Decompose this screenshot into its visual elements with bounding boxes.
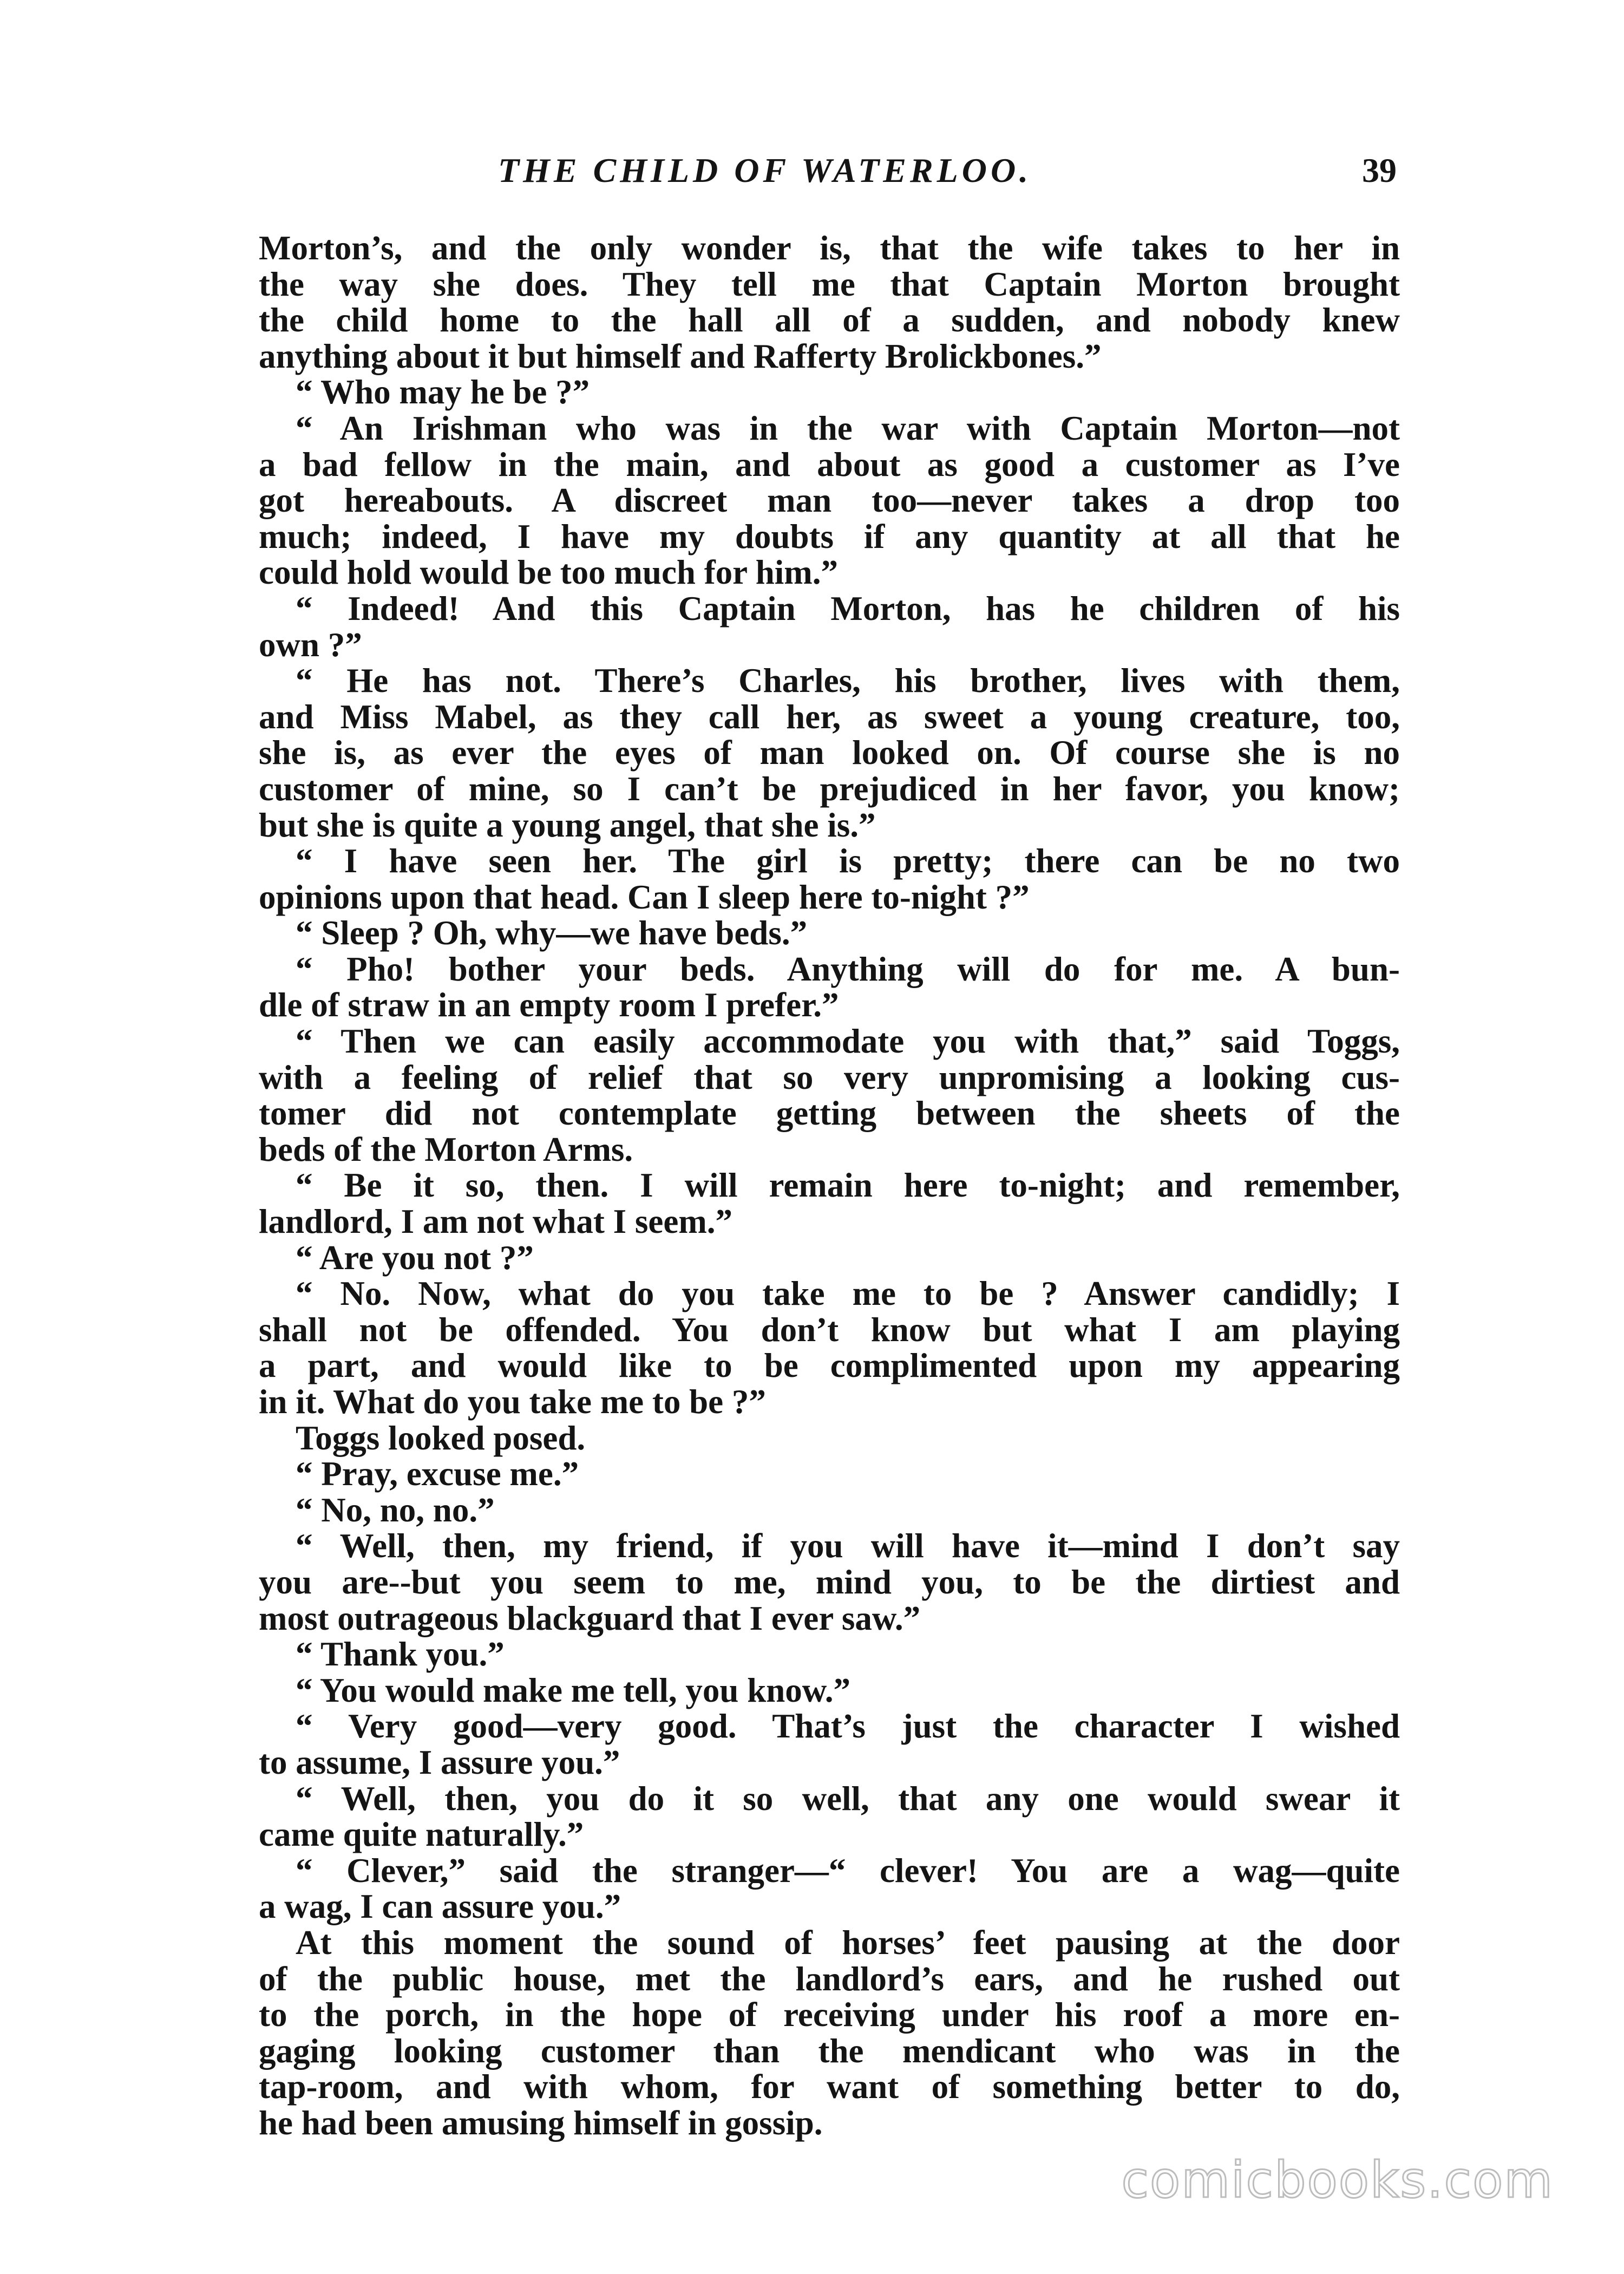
text-line: landlord, I am not what I seem.” (259, 1203, 733, 1241)
text-line: “ Very good—very good. That’s just the character I wished (296, 1707, 1400, 1746)
text-line: Morton’s, and the only wonder is, that the wife takes to her in (259, 229, 1400, 267)
text-line: a bad fellow in the main, and about as good a customer as I’ve (259, 445, 1400, 483)
text-line: “ Be it so, then. I will remain here to-night; and remember, (296, 1166, 1400, 1205)
watermark: comicbooks.com (1121, 2151, 1554, 2209)
text-line: anything about it but himself and Rafferty Brolickbones.” (259, 337, 1102, 375)
text-line: “ No. Now, what do you take me to be ? Answer candidly; I (296, 1275, 1400, 1313)
text-line: “ I have seen her. The girl is pretty; there can be no two (296, 842, 1400, 880)
text-line: “ Well, then, my friend, if you will have it—mind I don’t say (296, 1527, 1400, 1565)
text-line: of the public house, met the landlord’s ears, and he rushed out (259, 1959, 1400, 1998)
text-line: customer of mine, so I can’t be prejudiced in her favor, you know; (259, 769, 1400, 808)
text-line: she is, as ever the eyes of man looked on. Of course she is no (259, 734, 1400, 772)
text-line: got hereabouts. A discreet man too—never takes a drop too (259, 481, 1400, 520)
text-line: in it. What do you take me to be ?” (259, 1383, 766, 1421)
text-line: much; indeed, I have my doubts if any quantity at all that he (259, 517, 1400, 556)
text-line: dle of straw in an empty room I prefer.” (259, 986, 839, 1024)
text-line: the way she does. They tell me that Captain Morton brought (259, 265, 1400, 303)
text-line: “ Sleep ? Oh, why—we have beds.” (296, 914, 808, 952)
text-line: the child home to the hall all of a sudden, and nobody knew (259, 301, 1400, 339)
text-line: tap-room, and with whom, for want of something better to do, (259, 2068, 1400, 2106)
text-line: and Miss Mabel, as they call her, as sweet a young creature, too, (259, 697, 1400, 736)
text-line: “ You would make me tell, you know.” (296, 1671, 851, 1709)
text-line: shall not be offended. You don’t know but what I am playing (259, 1310, 1400, 1349)
text-line: tomer did not contemplate getting between the sheets of the (259, 1094, 1400, 1133)
text-line: “ Pray, excuse me.” (296, 1455, 579, 1493)
running-head (260, 151, 1397, 194)
page-number: 39 (1362, 151, 1397, 190)
text-line: to assume, I assure you.” (259, 1743, 620, 1781)
text-line: “ An Irishman who was in the war with Captain Morton—not (296, 409, 1400, 447)
text-line: could hold would be too much for him.” (259, 553, 839, 592)
text-line: most outrageous blackguard that I ever saw.” (259, 1599, 921, 1637)
text-line: beds of the Morton Arms. (259, 1130, 633, 1168)
text-line: “ No, no, no.” (296, 1491, 495, 1529)
text-line: “ Indeed! And this Captain Morton, has he children of his (296, 589, 1400, 628)
text-line: own ?” (259, 625, 362, 664)
text-line: “ Then we can easily accommodate you with that,” said Toggs, (296, 1022, 1400, 1061)
text-line: came quite naturally.” (259, 1815, 584, 1854)
text-line: At this moment the sound of horses’ feet pausing at the door (296, 1923, 1400, 1962)
text-line: “ Who may he be ?” (296, 373, 590, 411)
text-line: but she is quite a young angel, that she is.” (259, 806, 876, 844)
text-line: he had been amusing himself in gossip. (259, 2103, 823, 2142)
text-line: “ Thank you.” (296, 1635, 505, 1674)
text-line: opinions upon that head. Can I sleep here to-night ?” (259, 878, 1030, 916)
text-line: gaging looking customer than the mendicant who was in the (259, 2031, 1400, 2070)
text-line: “ Clever,” said the stranger—“ clever! You are a wag—quite (296, 1851, 1400, 1890)
text-line: Toggs looked posed. (296, 1419, 586, 1457)
text-line: “ Are you not ?” (296, 1238, 534, 1277)
text-line: “ Well, then, you do it so well, that any one would swear it (296, 1779, 1400, 1818)
text-line: a part, and would like to be complimented upon my appearing (259, 1347, 1400, 1385)
text-line: you are--but you seem to me, mind you, to be the dirtiest and (259, 1563, 1400, 1601)
text-line: “ He has not. There’s Charles, his brother, lives with them, (296, 662, 1400, 700)
text-line: a wag, I can assure you.” (259, 1887, 621, 1926)
body-text (259, 230, 1400, 2141)
text-line: to the porch, in the hope of receiving under his roof a more en- (259, 1996, 1400, 2034)
text-line: “ Pho! bother your beds. Anything will do for me. A bun- (296, 950, 1400, 988)
text-line: with a feeling of relief that so very unpromising a looking cus- (259, 1058, 1400, 1096)
running-title: THE CHILD OF WATERLOO. (498, 151, 1032, 190)
